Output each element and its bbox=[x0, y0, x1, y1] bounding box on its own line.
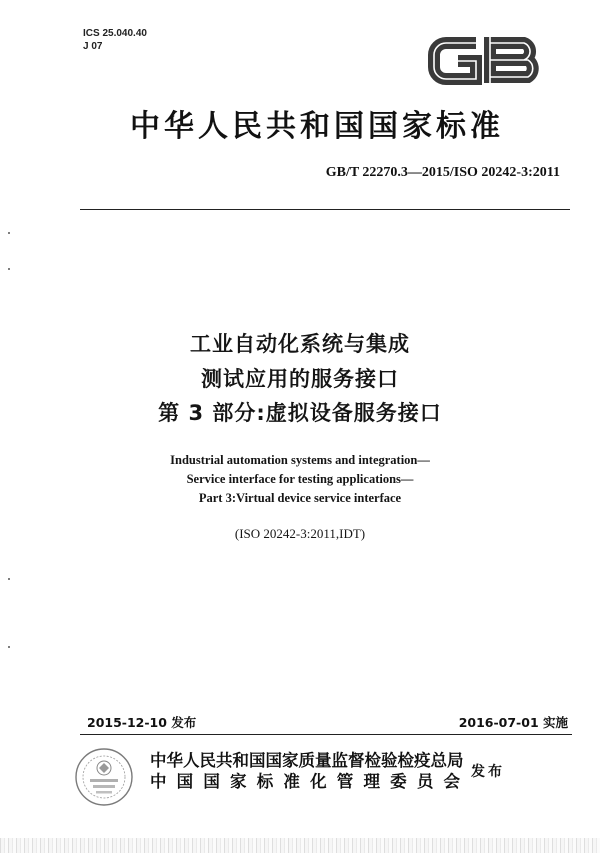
gb-logo bbox=[424, 31, 548, 89]
ccs-code: J 07 bbox=[83, 41, 103, 52]
iso-equivalence: (ISO 20242-3:2011,IDT) bbox=[234, 526, 366, 541]
ics-code: ICS 25.040.40 bbox=[83, 28, 147, 39]
standard-heading: 中华人民共和国国家标准 bbox=[130, 109, 504, 144]
scan-edge-mark bbox=[8, 232, 10, 234]
standard-number: GB/T 22270.3—2015/ISO 20242-3:2011 bbox=[325, 165, 560, 180]
issue-date: 2015-12-10 发布 bbox=[87, 715, 197, 730]
top-divider bbox=[80, 209, 570, 210]
scan-edge-mark bbox=[8, 646, 10, 648]
bottom-divider bbox=[80, 734, 572, 735]
release-label: 发布 bbox=[471, 764, 505, 780]
anti-counterfeit-seal bbox=[73, 746, 135, 808]
scan-bottom-edge bbox=[0, 838, 600, 853]
title-zh-line-2: 测试应用的服务接口 bbox=[201, 367, 399, 391]
title-en-line-3: Part 3:Virtual device service interface bbox=[198, 491, 402, 505]
title-en-line-2: Service interface for testing applications— bbox=[186, 472, 414, 486]
issuing-organization-1: 中华人民共和国国家质量监督检验检疫总局 bbox=[150, 751, 464, 770]
scan-edge-mark bbox=[8, 268, 10, 270]
scan-edge-mark bbox=[8, 578, 10, 580]
title-en-line-1: Industrial automation systems and integration— bbox=[170, 453, 430, 467]
issuing-organization-2: 中国国家标准化管理委员会 bbox=[150, 772, 460, 791]
title-zh-line-3: 第 3 部分:虚拟设备服务接口 bbox=[158, 401, 442, 425]
implementation-date: 2016-07-01 实施 bbox=[458, 715, 568, 730]
title-zh-line-1: 工业自动化系统与集成 bbox=[190, 332, 410, 356]
